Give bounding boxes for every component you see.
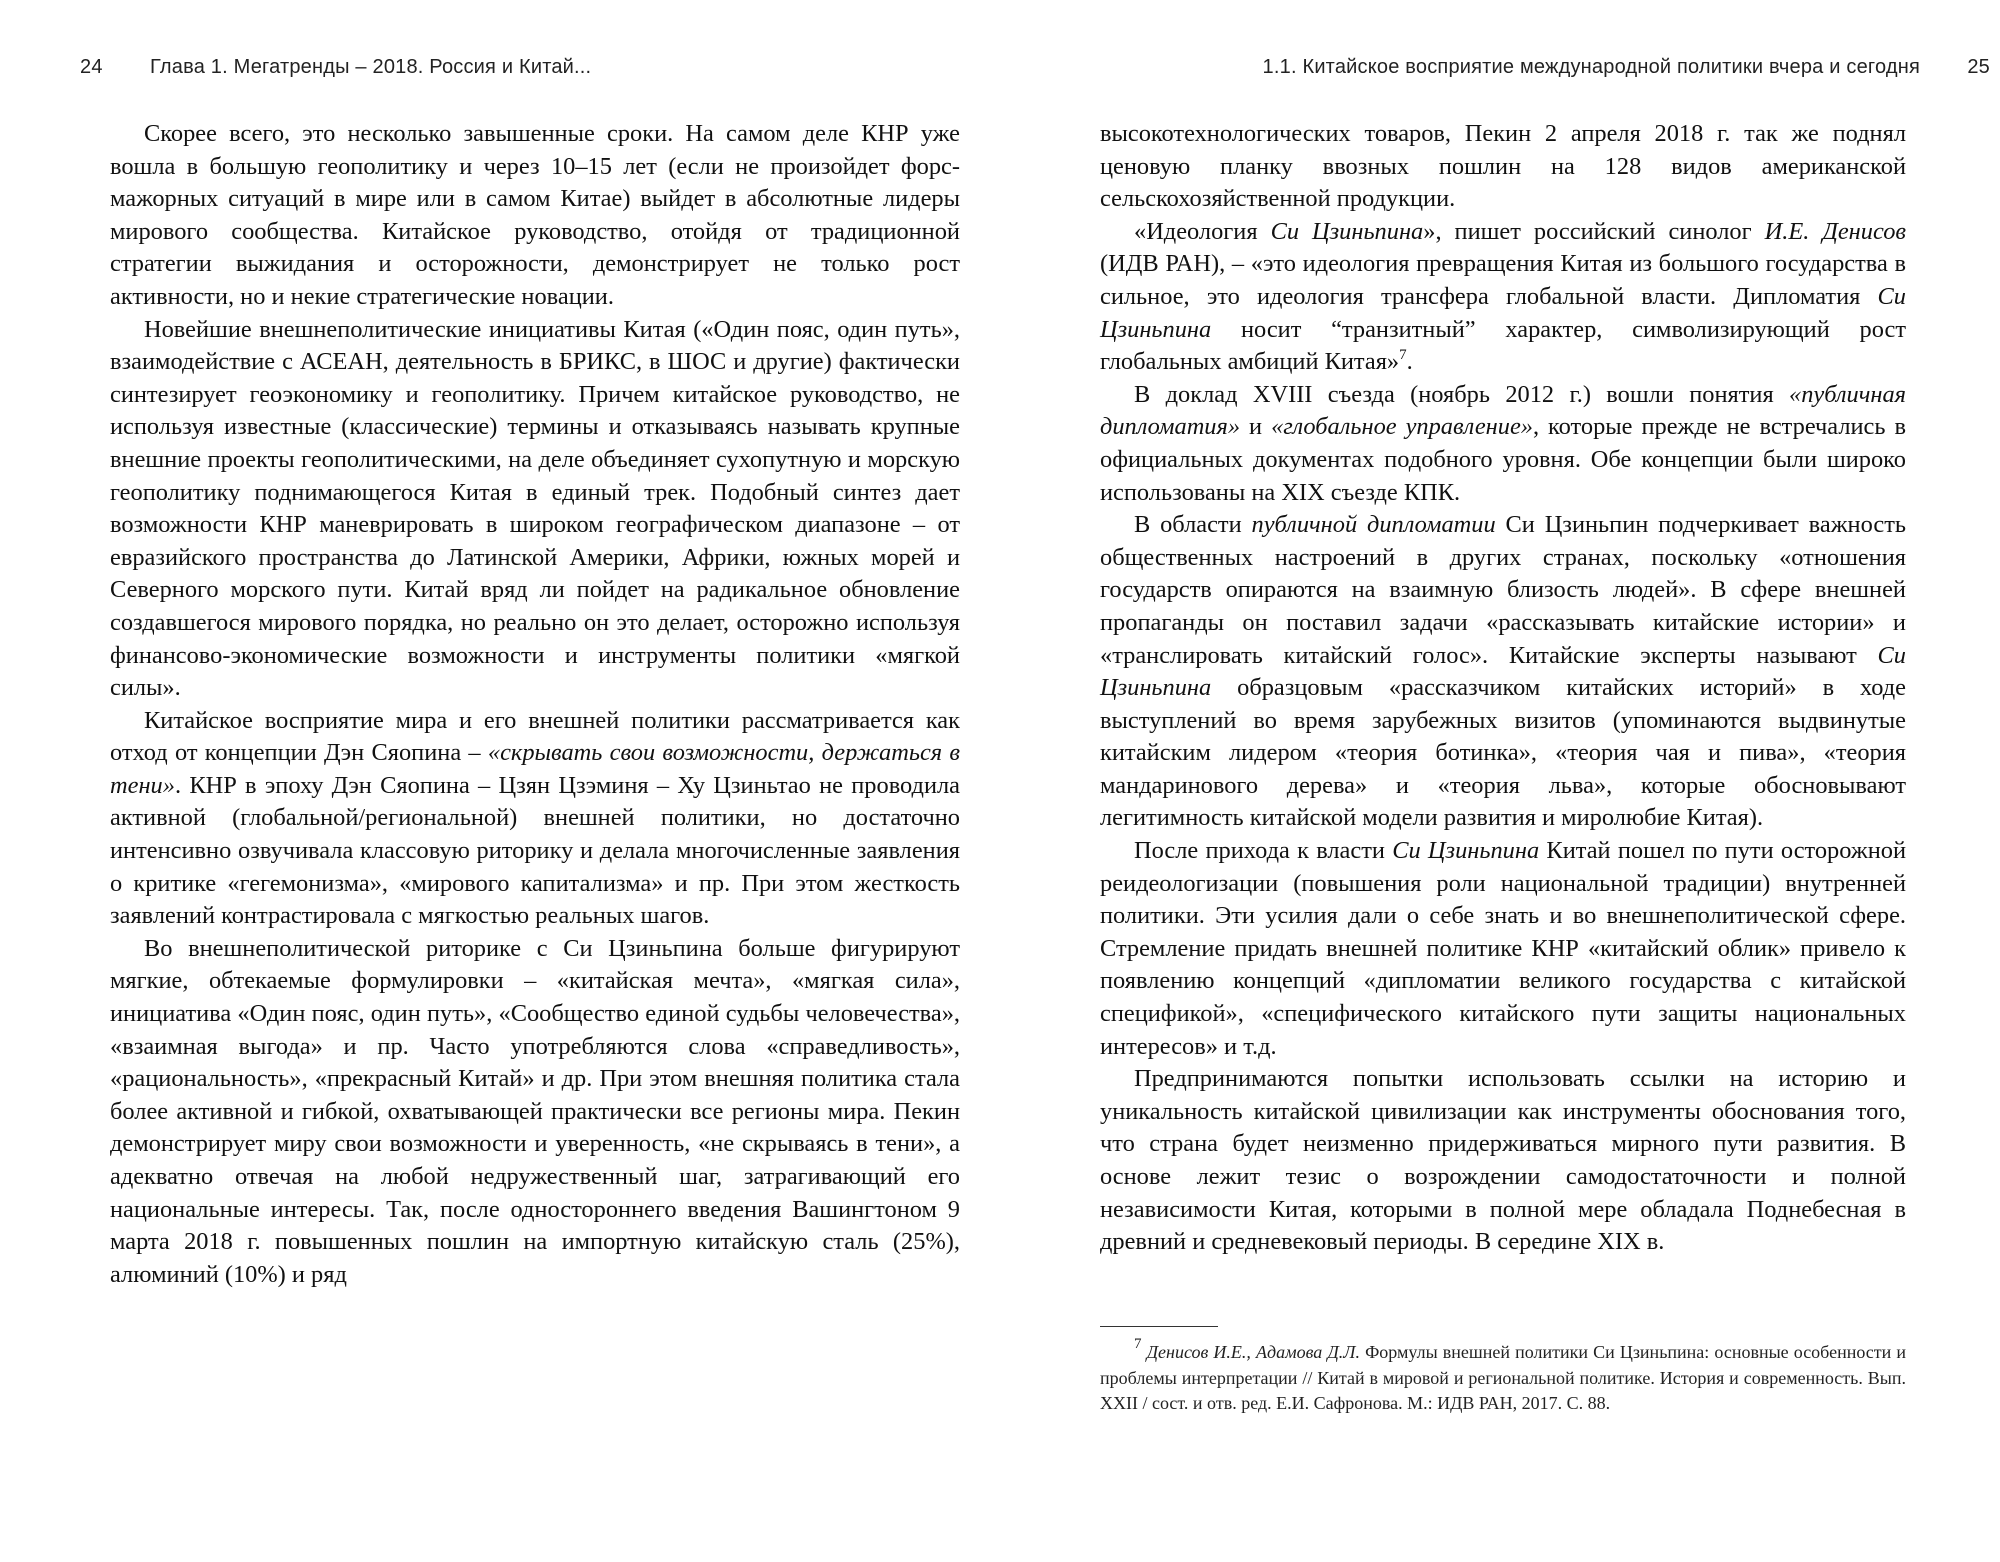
right-paragraph-3: [1100, 379, 1906, 509]
right-p2-c: (ИДВ РАН), – «это идеология превращения Китая из большого государства в сильное, это идеология трансфера глобальной власти. Дипломатия: [1100, 250, 1906, 310]
right-running-head: [1090, 56, 1990, 96]
right-p3-em1: «публичная дипломатия»: [1100, 380, 1906, 441]
right-running-title: 1.1. Китайское восприятие международной политики вчера и сегодня: [1262, 56, 1920, 78]
right-paragraph-1: высокотехнологических товаров, Пекин 2 апреля 2018 г. так же поднял ценовую планку ввозных пошлин на 128 видов американской сельскохозяйственной продукции.: [1100, 120, 1906, 213]
right-p4-a: В области: [1134, 511, 1252, 539]
left-paragraph-3: [110, 705, 960, 933]
right-p2-a: «Идеология: [1134, 217, 1271, 245]
right-p2-b: », пишет российский синолог: [1423, 217, 1765, 245]
right-p5-em: Си Цзиньпина: [1392, 837, 1540, 865]
right-p4-em2: Си Цзиньпина: [1100, 641, 1906, 702]
right-p3-a: В доклад XVIII съезда (ноябрь 2012 г.) вошли понятия: [1134, 380, 1790, 408]
right-p5-b: Китай пошел по пути осторожной реидеологизации (повышения роли национальной традиции) внутренней политики. Эти усилия дали о себе знать и во внешнеполитической сфере. Стремление придать внешней политике КНР «китайский облик» привело к появлению концепций «дипломатии великого государства с китайской спецификой», «специфического китайского пути защиты национальных интересов» и т.д.: [1100, 837, 1906, 1060]
footnote-number: 7: [1134, 1336, 1142, 1352]
right-p2-em3: Си Цзиньпина: [1100, 282, 1906, 343]
left-paragraph-4: Во внешнеполитической риторике с Си Цзиньпина больше фигурируют мягкие, обтекаемые формулировки – «китайская мечта», «мягкая сила», инициатива «Один пояс, один путь», «Сообщество единой судьбы человечества», «взаимная выгода» и пр. Часто употребляются слова «справедливость», «рациональность», «прекрасный Китай» и др. При этом внешняя политика стала более активной и гибкой, охватывающей практически все регионы мира. Пекин демонстрирует миру свои возможности и уверенность, «не скрываясь в тени», а адекватно отвечая на любой недружественный шаг, затрагивающий его национальные интересы. Так, после одностороннего введения Вашингтоном 9 марта 2018 г. повышенных пошлин на импортную китайскую сталь (25%), алюминий (10%) и ряд: [110, 934, 960, 1288]
right-paragraph-6: Предпринимаются попытки использовать ссылки на историю и уникальность китайской цивилизации как инструменты обоснования того, что страна будет неизменно придерживаться мирного пути развития. В основе лежит тезис о возрождении самодостаточности и полной независимости Китая, которыми в полной мере обладала Поднебесная в древний и средневековый периоды. В середине XIX в.: [1100, 1065, 1906, 1256]
right-paragraph-4: [1100, 509, 1906, 835]
right-p3-c: , которые прежде не встречались в официальных документах подобного уровня. Обе концепции были широко использованы на XIX съезде КПК.: [1100, 413, 1907, 506]
left-body-text: [110, 118, 960, 1291]
footnote-text: Формулы внешней политики Си Цзиньпина: основные особенности и проблемы интерпретации // Китай в мировой и региональной политике. История и современность. Вып. XXII / сост. и отв. ред. Е.И. Сафронова. М.: ИДВ РАН, 2017. С. 88.: [1100, 1342, 1907, 1413]
right-p4-b: Си Цзиньпин подчеркивает важность общественных настроений в других странах, поскольку «отношения государств опираются на взаимную близость людей». В сфере внешней пропаганды он поставил задачи «рассказывать китайские истории» и «транслировать китайский голос». Китайские эксперты называют: [1100, 511, 1907, 669]
right-page-number: 25: [1967, 56, 1990, 78]
right-p3-em2: «глобальное управление»: [1271, 413, 1533, 441]
left-paragraph-2: Новейшие внешнеполитические инициативы Китая («Один пояс, один путь», взаимодействие с АСЕАН, деятельность в БРИКС, в ШОС и другие) фактически синтезирует геоэкономику и геополитику. Причем китайское руководство, не используя известные (классические) термины и отказываясь называть крупные внешние проекты геополитическими, на деле объединяет сухопутную и морскую геополитику поднимающегося Китая в единый трек. Подобный синтез дает возможности КНР маневрировать в широком географическом диапазоне – от евразийского пространства до Латинской Америки, Африки, южных морей и Северного морского пути. Китай вряд ли пойдет на радикальное обновление создавшегося мирового порядка, но реально он это делает, осторожно используя финансово-экономические возможности и инструменты политики «мягкой силы».: [110, 315, 960, 702]
left-p3-text-b: . КНР в эпоху Дэн Сяопина – Цзян Цзэминя – Ху Цзиньтао не проводила активной (глобальной/региональной) внешней политики, но достаточно интенсивно озвучивала классовую риторику и делала многочисленные заявления о критике «гегемонизма», «мирового капитализма» и пр. При этом жесткость заявлений контрастировала с мягкостью реальных шагов.: [110, 771, 960, 930]
footnote-authors: Денисов И.Е., Адамова Д.Л.: [1146, 1342, 1360, 1362]
left-page-number: 24: [80, 56, 103, 78]
footnote-ref[interactable]: 7: [1399, 347, 1407, 364]
right-p5-a: После прихода к власти: [1134, 837, 1393, 865]
right-p2-em2: И.Е. Денисов: [1764, 217, 1906, 245]
footnote-divider: [1100, 1326, 1218, 1327]
right-p4-em1: публичной дипломатии: [1251, 511, 1496, 539]
right-paragraph-2: [1100, 216, 1906, 379]
right-body-text: [1100, 118, 1906, 1259]
left-page: [80, 0, 980, 1562]
left-running-title: Глава 1. Мегатренды – 2018. Россия и Китай...: [150, 56, 592, 78]
right-page: [1090, 0, 1990, 1562]
right-p3-b: и: [1240, 413, 1272, 441]
left-running-head: [80, 56, 980, 96]
left-paragraph-1: Скорее всего, это несколько завышенные сроки. На самом деле КНР уже вошла в большую геополитику и через 10–15 лет (если не произойдет форс-мажорных ситуаций в мире или в самом Китае) выйдет в абсолютные лидеры мирового сообщества. Китайское руководство, отойдя от традиционной стратегии выжидания и осторожности, демонстрирует не только рост активности, но и некие стратегические новации.: [110, 120, 960, 310]
footnote-7: [1100, 1336, 1907, 1417]
right-p2-d: носит “транзитный” характер, символизирующий рост глобальных амбиций Китая»: [1100, 315, 1906, 376]
left-p3-text-a: Китайское восприятие мира и его внешней политики рассматривается как отход от концепции Дэн Сяопина –: [110, 706, 960, 767]
right-p4-c: образцовым «рассказчиком китайских историй» в ходе выступлений во время зарубежных визитов (упоминаются выдвинутые китайским лидером «теория ботинка», «теория чая и пива», «теория мандаринового дерева» и «теория льва», которые обосновывают легитимность китайской модели развития и миролюбие Китая).: [1100, 674, 1906, 832]
right-paragraph-5: [1100, 835, 1906, 1063]
right-p2-e: .: [1406, 348, 1413, 376]
left-p3-quote: «скрывать свои возможности, держаться в тени»: [110, 739, 960, 799]
right-p2-em1: Си Цзиньпина: [1270, 217, 1424, 245]
